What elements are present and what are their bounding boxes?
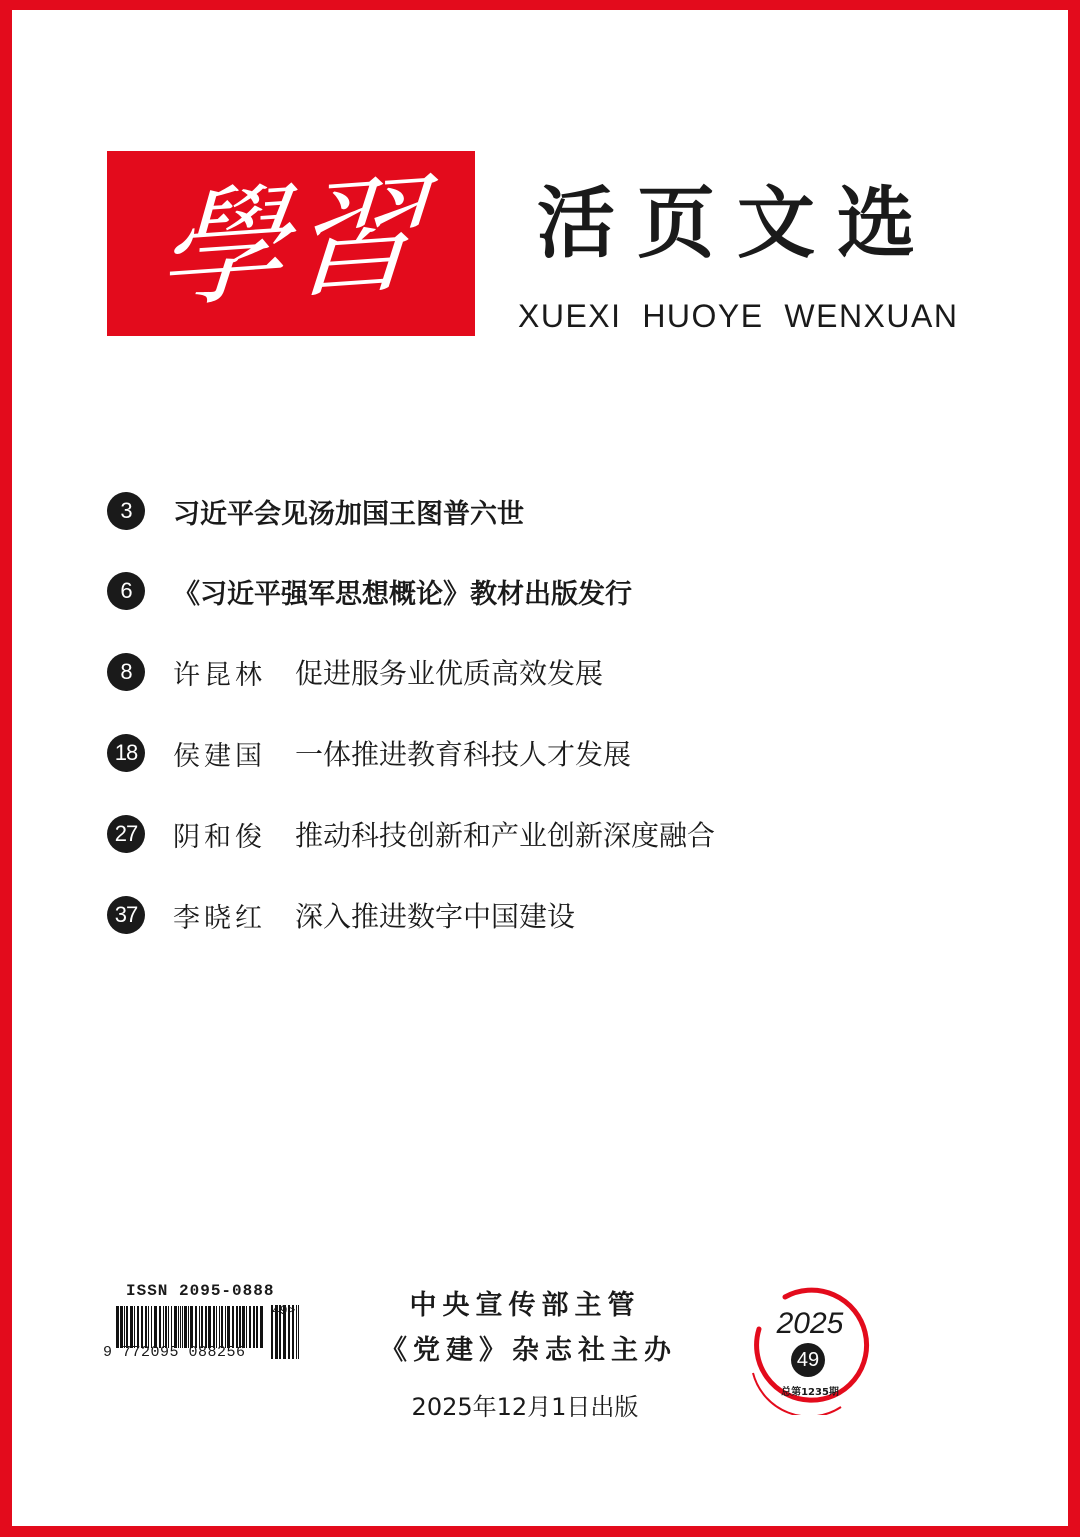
masthead-logo [107, 151, 475, 336]
publisher-line-1: 中央宣传部主管 [409, 1290, 641, 1321]
toc-item[interactable] [107, 813, 715, 855]
page-number-badge: 37 [107, 896, 145, 934]
barcode-number: 9 772095 088256 [103, 1344, 246, 1361]
page-number-badge: 8 [107, 653, 145, 691]
toc-title: 促进服务业优质高效发展 [295, 657, 604, 690]
masthead-subtitle: 活页文选 [537, 178, 938, 269]
toc-item[interactable] [107, 894, 575, 936]
page-number-badge: 6 [107, 572, 145, 610]
toc-item[interactable] [107, 651, 603, 693]
issn-label: ISSN 2095-0888 [126, 1282, 275, 1300]
toc-title: 深入推进数字中国建设 [295, 900, 576, 933]
toc-item[interactable] [107, 732, 631, 774]
masthead-pinyin: XUEXI HUOYE WENXUAN [518, 298, 959, 334]
issue-badge [745, 1285, 875, 1415]
page-number-badge: 18 [107, 734, 145, 772]
toc-author: 李晓红 [173, 902, 266, 934]
issue-number: 49 [791, 1343, 825, 1377]
toc-author: 阴和俊 [173, 821, 266, 853]
toc-item[interactable] [107, 490, 524, 532]
toc-item[interactable] [107, 570, 632, 612]
issue-year: 2025 [776, 1307, 844, 1340]
toc-title: 习近平会见汤加国王图普六世 [173, 498, 524, 530]
publisher-line-2: 《党建》杂志社主办 [380, 1335, 677, 1366]
toc-title: 推动科技创新和产业创新深度融合 [295, 819, 716, 852]
toc-title: 《习近平强军思想概论》教材出版发行 [173, 578, 632, 610]
publish-date: 2025年12月1日出版 [411, 1393, 639, 1421]
toc-title: 一体推进教育科技人才发展 [295, 738, 632, 771]
toc-author: 许昆林 [173, 659, 266, 691]
page-number-badge: 3 [107, 492, 145, 530]
page-number-badge: 27 [107, 815, 145, 853]
barcode-addon-number: 49> [272, 1303, 296, 1318]
barcode-icon [116, 1306, 264, 1348]
toc-author: 侯建国 [173, 740, 266, 772]
issue-total: 总第1235期 [781, 1387, 839, 1398]
logo-calligraphy: 學習 [152, 159, 430, 327]
